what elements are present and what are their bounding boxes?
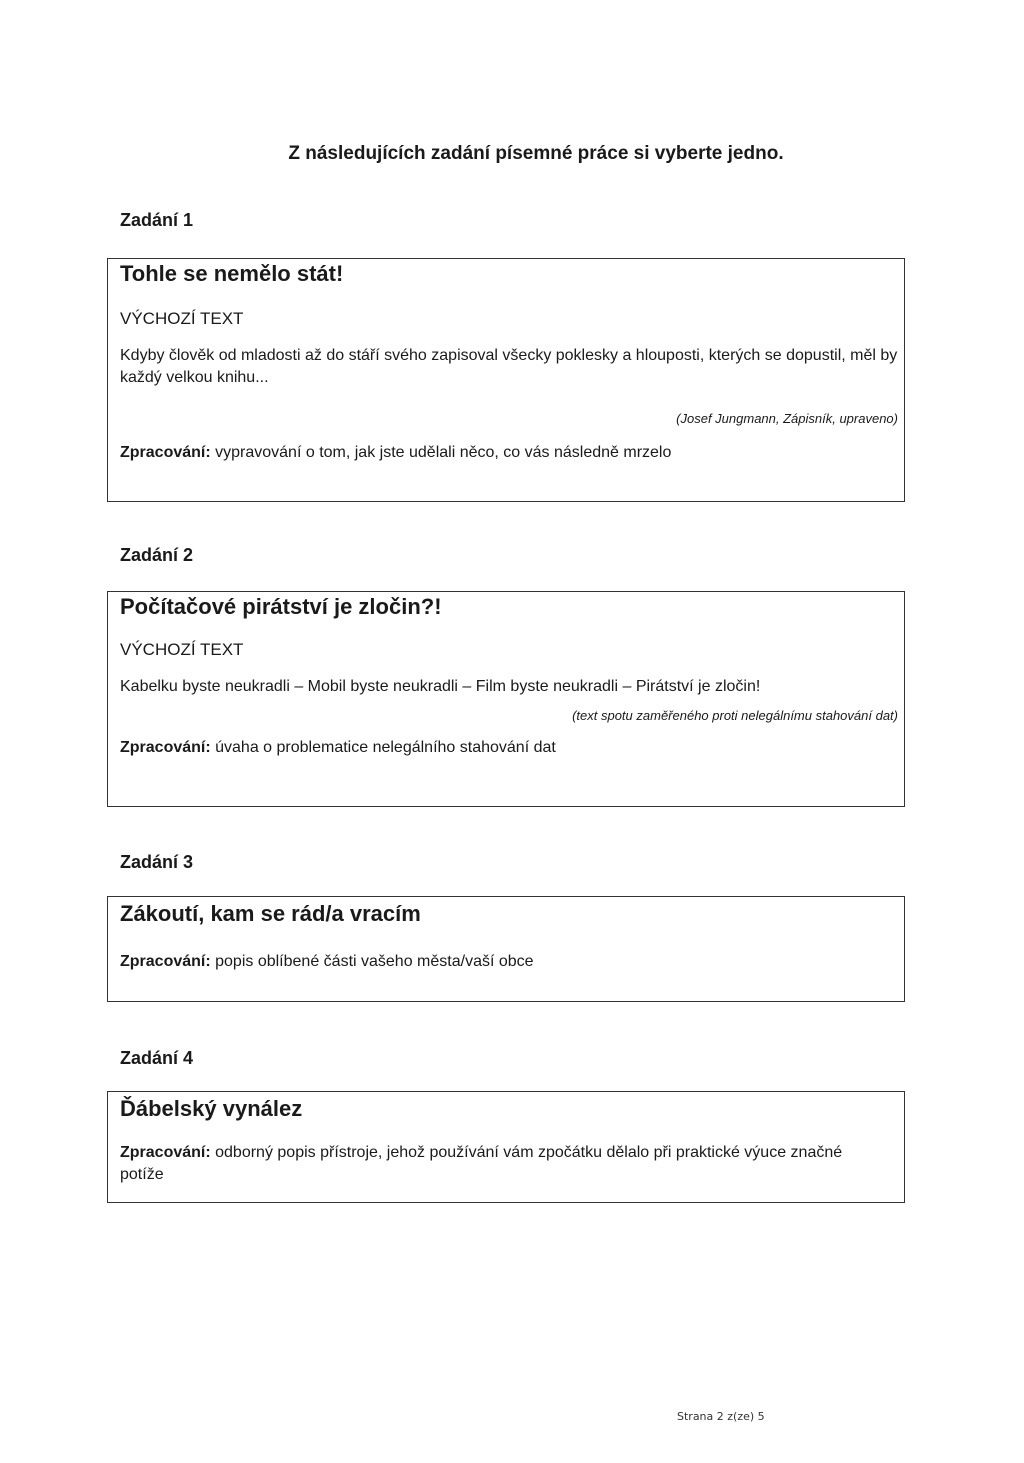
processing-text-1: vypravování o tom, jak jste udělali něco, co vás následně mrzelo: [210, 444, 672, 461]
source-text-2: Kabelku byste neukradli – Mobil byste neukradli – Film byste neukradli – Pirátství je zločin!: [120, 678, 761, 695]
source-label-2: VÝCHOZÍ TEXT: [120, 640, 244, 659]
processing-label-1: Zpracování:: [120, 444, 211, 461]
task-box-3: [107, 896, 905, 1002]
task-heading-4: Zadání 4: [120, 1048, 194, 1068]
source-text-1: Kdyby člověk od mladosti až do stáří svého zapisoval všecky poklesky a hlouposti, kterých se dopustil, měl by každý velkou knihu...: [120, 347, 898, 386]
task-box-1: [107, 258, 905, 502]
citation-2: (text spotu zaměřeného proti nelegálnímu stahování dat): [572, 708, 898, 723]
processing-3: [120, 951, 898, 973]
page-number: Strana 2 z(ze) 5: [677, 1410, 765, 1423]
processing-label-4: Zpracování:: [120, 1144, 211, 1161]
page-instruction: Z následujících zadání písemné práce si vyberte jedno.: [288, 143, 784, 164]
processing-text-2: úvaha o problematice nelegálního stahování dat: [210, 739, 556, 756]
task-heading-1: Zadání 1: [120, 210, 194, 230]
task-title-3: Zákoutí, kam se rád/a vracím: [120, 901, 421, 926]
processing-4: [120, 1142, 898, 1186]
task-title-1: Tohle se nemělo stát!: [120, 261, 344, 286]
task-heading-3: Zadání 3: [120, 852, 194, 872]
task-box-2: [107, 591, 905, 807]
processing-text-4: odborný popis přístroje, jehož používání vám zpočátku dělalo při praktické výuce značné potíže: [120, 1144, 843, 1183]
processing-text-3: popis oblíbené části vašeho města/vaší obce: [210, 953, 534, 970]
task-title-2: Počítačové pirátství je zločin?!: [120, 594, 442, 619]
citation-1: (Josef Jungmann, Zápisník, upraveno): [676, 411, 898, 426]
source-label-1: VÝCHOZÍ TEXT: [120, 309, 244, 328]
processing-1: [120, 442, 898, 464]
processing-label-2: Zpracování:: [120, 739, 211, 756]
processing-label-3: Zpracování:: [120, 953, 211, 970]
task-title-4: Ďábelský vynález: [120, 1096, 303, 1121]
task-heading-2: Zadání 2: [120, 545, 194, 565]
processing-2: [120, 737, 898, 759]
task-box-4: [107, 1091, 905, 1203]
